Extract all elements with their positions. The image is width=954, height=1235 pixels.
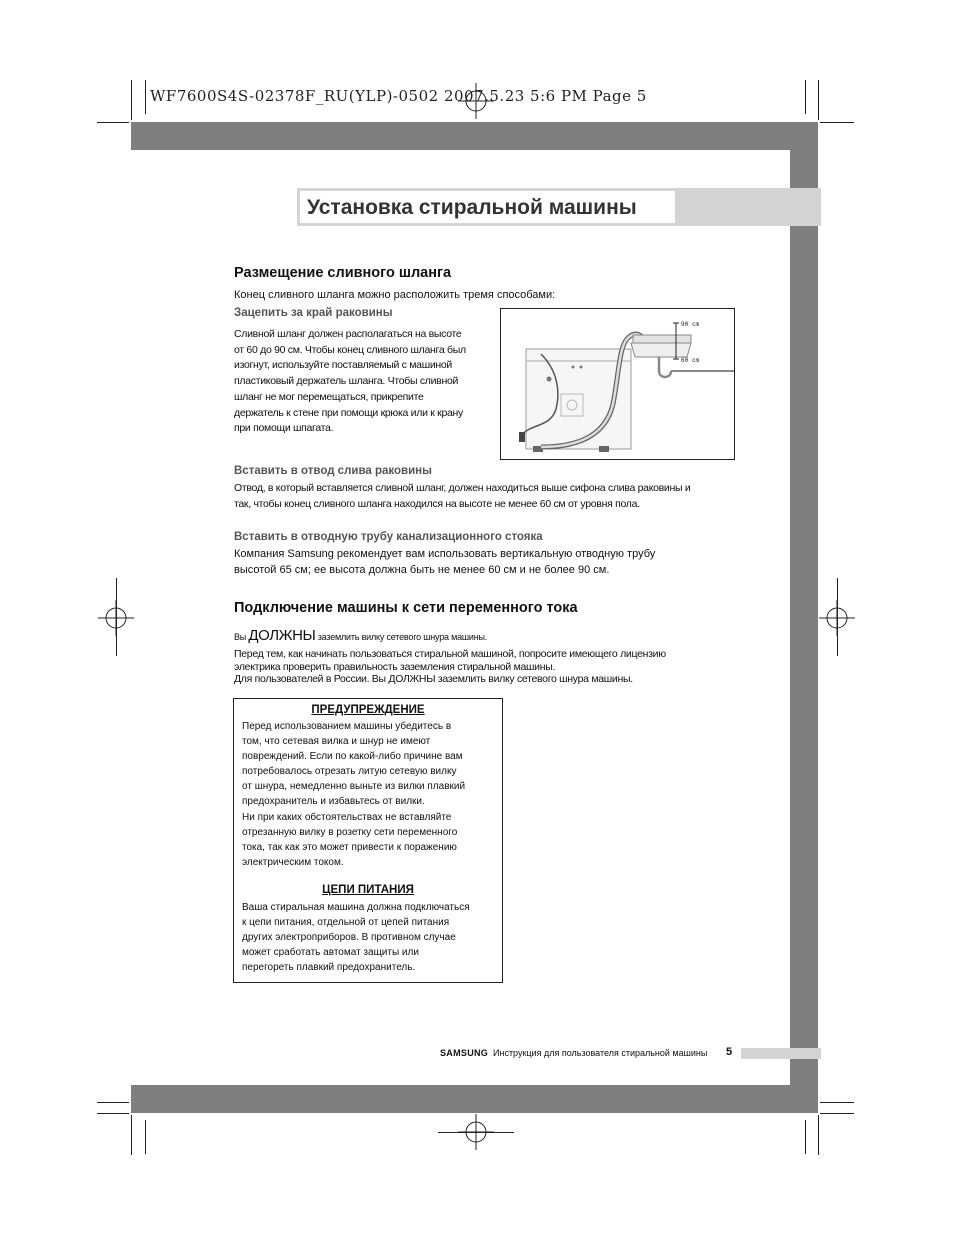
must-suffix: заземлить вилку сетевого шнура машины. (315, 632, 488, 642)
page-number: 5 (726, 1046, 733, 1058)
brand-logo: SAMSUNG (440, 1048, 489, 1058)
crop-mark (837, 578, 838, 656)
page-band-top (131, 122, 818, 150)
text-line: потребовалось отрезать литую сетевую вилку (242, 766, 457, 778)
warning-box (233, 698, 503, 983)
circuit-title: ЦЕПИ ПИТАНИЯ (322, 884, 414, 896)
must-prefix: Вы (234, 632, 249, 642)
figure-label-60: 60 cm (681, 357, 700, 364)
text-line: к цепи питания, отдельной от цепей питания (242, 917, 450, 929)
crop-mark (805, 80, 806, 114)
page-title: Установка стиральной машины (307, 196, 637, 219)
text-line: при помощи шпагата. (234, 422, 334, 435)
crop-mark (820, 1113, 854, 1114)
text-line: предохранитель и избавьтесь от вилки. (242, 796, 425, 808)
text-line: пластиковый держатель шланга. Чтобы сливной (234, 375, 459, 388)
footer-text: Инструкция для пользователя стиральной машины (493, 1048, 708, 1058)
print-header: WF7600S4S-02378F_RU(YLP)-0502 2007.5.23 5:6 PM Page 5 (150, 87, 647, 105)
text-line: повреждений. Если по какой-либо причине вам (242, 751, 463, 763)
subheading-standpipe: Вставить в отводную трубу канализационного стояка (234, 531, 543, 543)
standpipe-text (234, 547, 754, 578)
text-line: электрическим током. (242, 856, 344, 868)
crop-mark (145, 80, 146, 114)
text-line: высотой 65 см; ее высота должна быть не менее 60 см и не более 90 см. (234, 563, 610, 576)
text-line: от 60 до 90 см. Чтобы конец сливного шланга был (234, 343, 466, 356)
text-line: Ни при каких обстоятельствах не вставляйте (242, 811, 452, 823)
must-word: ДОЛЖНЫ (248, 627, 316, 644)
footer-bar (741, 1048, 821, 1059)
text-line: Для пользователей в России. Вы ДОЛЖНЫ заземлить вилку сетевого шнура машины. (234, 673, 633, 686)
drain-intro: Конец сливного шланга можно расположить тремя способами: (234, 289, 556, 301)
subheading-sink-drain: Вставить в отвод слива раковины (234, 465, 432, 477)
must-ground-line (234, 627, 487, 645)
crop-mark (97, 1102, 129, 1103)
circuit-text (242, 900, 498, 975)
text-line: Компания Samsung рекомендует вам использовать вертикальную отводную трубу (234, 548, 656, 560)
crop-mark (97, 122, 129, 123)
text-line: тока, так как это может привести к поражению (242, 841, 457, 853)
crop-mark (820, 122, 854, 123)
page-band-right (790, 150, 818, 1085)
section-heading-power: Подключение машины к сети переменного тока (234, 600, 578, 616)
warning-title: ПРЕДУПРЕЖДЕНИЕ (311, 704, 425, 716)
crop-mark (97, 1113, 129, 1114)
text-line: от шнура, немедленно выньте из вилки плавкий (242, 781, 466, 793)
text-line: Отвод, в который вставляется сливной шланг, должен находиться выше сифона слива раковины и (234, 482, 691, 494)
subheading-sink-edge: Зацепить за край раковины (234, 307, 393, 319)
crop-mark (820, 1102, 854, 1103)
drain-hose-illustration (500, 308, 735, 460)
text-line: Сливной шланг должен располагаться на высоте (234, 328, 462, 340)
text-line: Ваша стиральная машина должна подключаться (242, 902, 470, 913)
text-line: отрезанную вилку в розетку сети переменного (242, 826, 458, 838)
text-line: держатель к стене при помощи крюка или к крану (234, 406, 463, 419)
text-line: изогнут, используйте поставляемый с машиной (234, 359, 452, 372)
power-text (234, 648, 764, 686)
crop-mark (116, 578, 117, 656)
crop-mark (818, 1115, 819, 1155)
crop-mark (131, 1115, 132, 1155)
sink-edge-text (234, 327, 489, 437)
text-line: том, что сетевая вилка и шнур не имеют (242, 736, 431, 748)
text-line: перегореть плавкий предохранитель. (242, 962, 416, 974)
section-heading-drain: Размещение сливного шланга (234, 265, 452, 281)
warning-text (242, 719, 498, 870)
text-line: так, чтобы конец сливного шланга находился на высоте не менее 60 см от уровня пола. (234, 497, 640, 510)
text-line: электрика проверить правильность заземления стиральной машины. (234, 660, 556, 673)
sink-drain-text (234, 481, 754, 512)
text-line: Перед использованием машины убедитесь в (242, 721, 452, 732)
crop-mark (818, 80, 819, 120)
crop-mark (438, 1132, 514, 1133)
crop-mark (805, 1120, 806, 1154)
washing-machine-drawing (501, 309, 734, 459)
crop-mark (145, 1120, 146, 1154)
figure-label-90: 90 cm (681, 321, 700, 328)
crop-mark (131, 80, 132, 120)
text-line: других электроприборов. В противном случае (242, 932, 456, 944)
text-line: шланг не мог перемещаться, прикрепите (234, 390, 424, 403)
text-line: Перед тем, как начинать пользоваться стиральной машиной, попросите имеющего лицензию (234, 648, 666, 660)
text-line: может сработать автомат защиты или (242, 947, 419, 959)
page-band-bottom (131, 1085, 818, 1113)
